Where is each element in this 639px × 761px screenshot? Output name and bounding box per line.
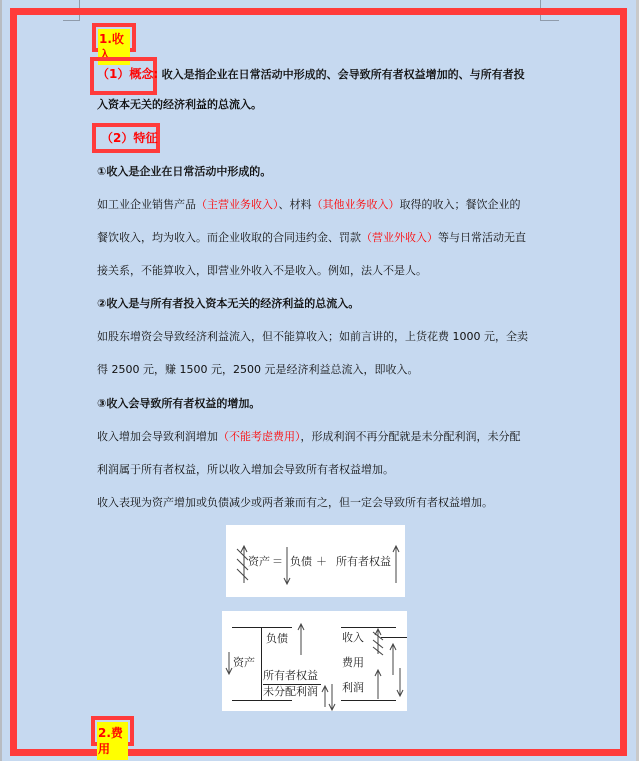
retained-down-arrow-icon xyxy=(328,683,336,711)
feature2-title: ②收入是与所有者投入资本无关的经济利益的总流入。 xyxy=(97,297,360,310)
concept-text: 收入是指企业在日常活动中形成的、会导致所有者权益增加的、与所有者投 xyxy=(161,68,525,81)
feature1-title: ①收入是企业在日常活动中形成的。 xyxy=(97,165,272,178)
bal-assets: 资产 xyxy=(233,656,255,669)
feature2-line-1: 如股东增资会导致经济利益流入，但不能算收入；如前言讲的，上货花费 1000 元，全卖 xyxy=(97,330,528,343)
concept-line-1 xyxy=(97,66,525,83)
bal-expense: 费用 xyxy=(342,656,364,669)
bal-revenue: 收入 xyxy=(342,631,364,644)
equation-diagram xyxy=(226,525,405,597)
eq-equals: ＝ xyxy=(272,555,283,568)
concept-line-2: 入资本无关的经济利益的总流入。 xyxy=(97,98,262,111)
equity-up-arrow-icon xyxy=(392,545,400,585)
bal-liabilities: 负债 xyxy=(266,632,288,645)
feature1-line-1: 如工业企业销售产品（主营业务收入）、材料（其他业务收入）取得的收入；餐饮企业的 xyxy=(97,198,521,211)
features-label: （2）特征 xyxy=(101,131,158,145)
liabilities-up-arrow-icon xyxy=(297,623,305,657)
eq-liabilities: 负债 xyxy=(290,555,312,568)
eq-plus: ＋ xyxy=(316,555,327,568)
bal-equity: 所有者权益 xyxy=(263,669,318,682)
concept-label: （1）概念: xyxy=(97,67,159,81)
heading-expense-box xyxy=(91,716,134,756)
assets-down-arrow-icon xyxy=(225,651,233,675)
heading-revenue: 1.收入 xyxy=(98,29,130,65)
bal-retained: 未分配利润 xyxy=(263,685,318,698)
left-vertical-rule xyxy=(261,627,262,700)
window-edge-left xyxy=(0,0,2,761)
feature3-line-1: 收入增加会导致利润增加（不能考虑费用），形成利润不再分配就是未分配利润，未分配 xyxy=(97,430,521,443)
feature2-line-2: 得 2500 元，赚 1500 元，2500 元是经济利益总流入，即收入。 xyxy=(97,363,419,376)
eq-equity: 所有者权益 xyxy=(336,555,391,568)
profit-down-arrow-icon xyxy=(396,667,404,697)
balance-diagram xyxy=(222,611,407,711)
feature3-title: ③收入会导致所有者权益的增加。 xyxy=(97,397,261,410)
bal-profit: 利润 xyxy=(342,681,364,694)
right-top-rule xyxy=(341,627,396,628)
eq-assets: 资产 xyxy=(248,555,270,568)
right-bottom-rule xyxy=(341,700,396,701)
revenue-up-arrow-hatched-icon xyxy=(371,628,385,656)
heading-expense: 2.费用 xyxy=(97,722,128,760)
feature1-line-3: 接关系，不能算收入，即营业外收入不是收入。例如，法人不是人。 xyxy=(97,264,427,277)
feature3-line-2: 利润属于所有者权益，所以收入增加会导致所有者权益增加。 xyxy=(97,463,394,476)
feature3-line-3: 收入表现为资产增加或负债减少或两者兼而有之，但一定会导致所有者权益增加。 xyxy=(97,496,493,509)
profit-up-arrow-icon xyxy=(374,669,382,699)
left-top-rule xyxy=(232,627,292,628)
heading-revenue-box xyxy=(92,23,136,62)
feature1-line-2: 餐饮收入，均为收入。而企业收取的合同违约金、罚款（营业外收入）等与日常活动无直 xyxy=(97,231,526,244)
left-bottom-rule xyxy=(232,700,292,701)
